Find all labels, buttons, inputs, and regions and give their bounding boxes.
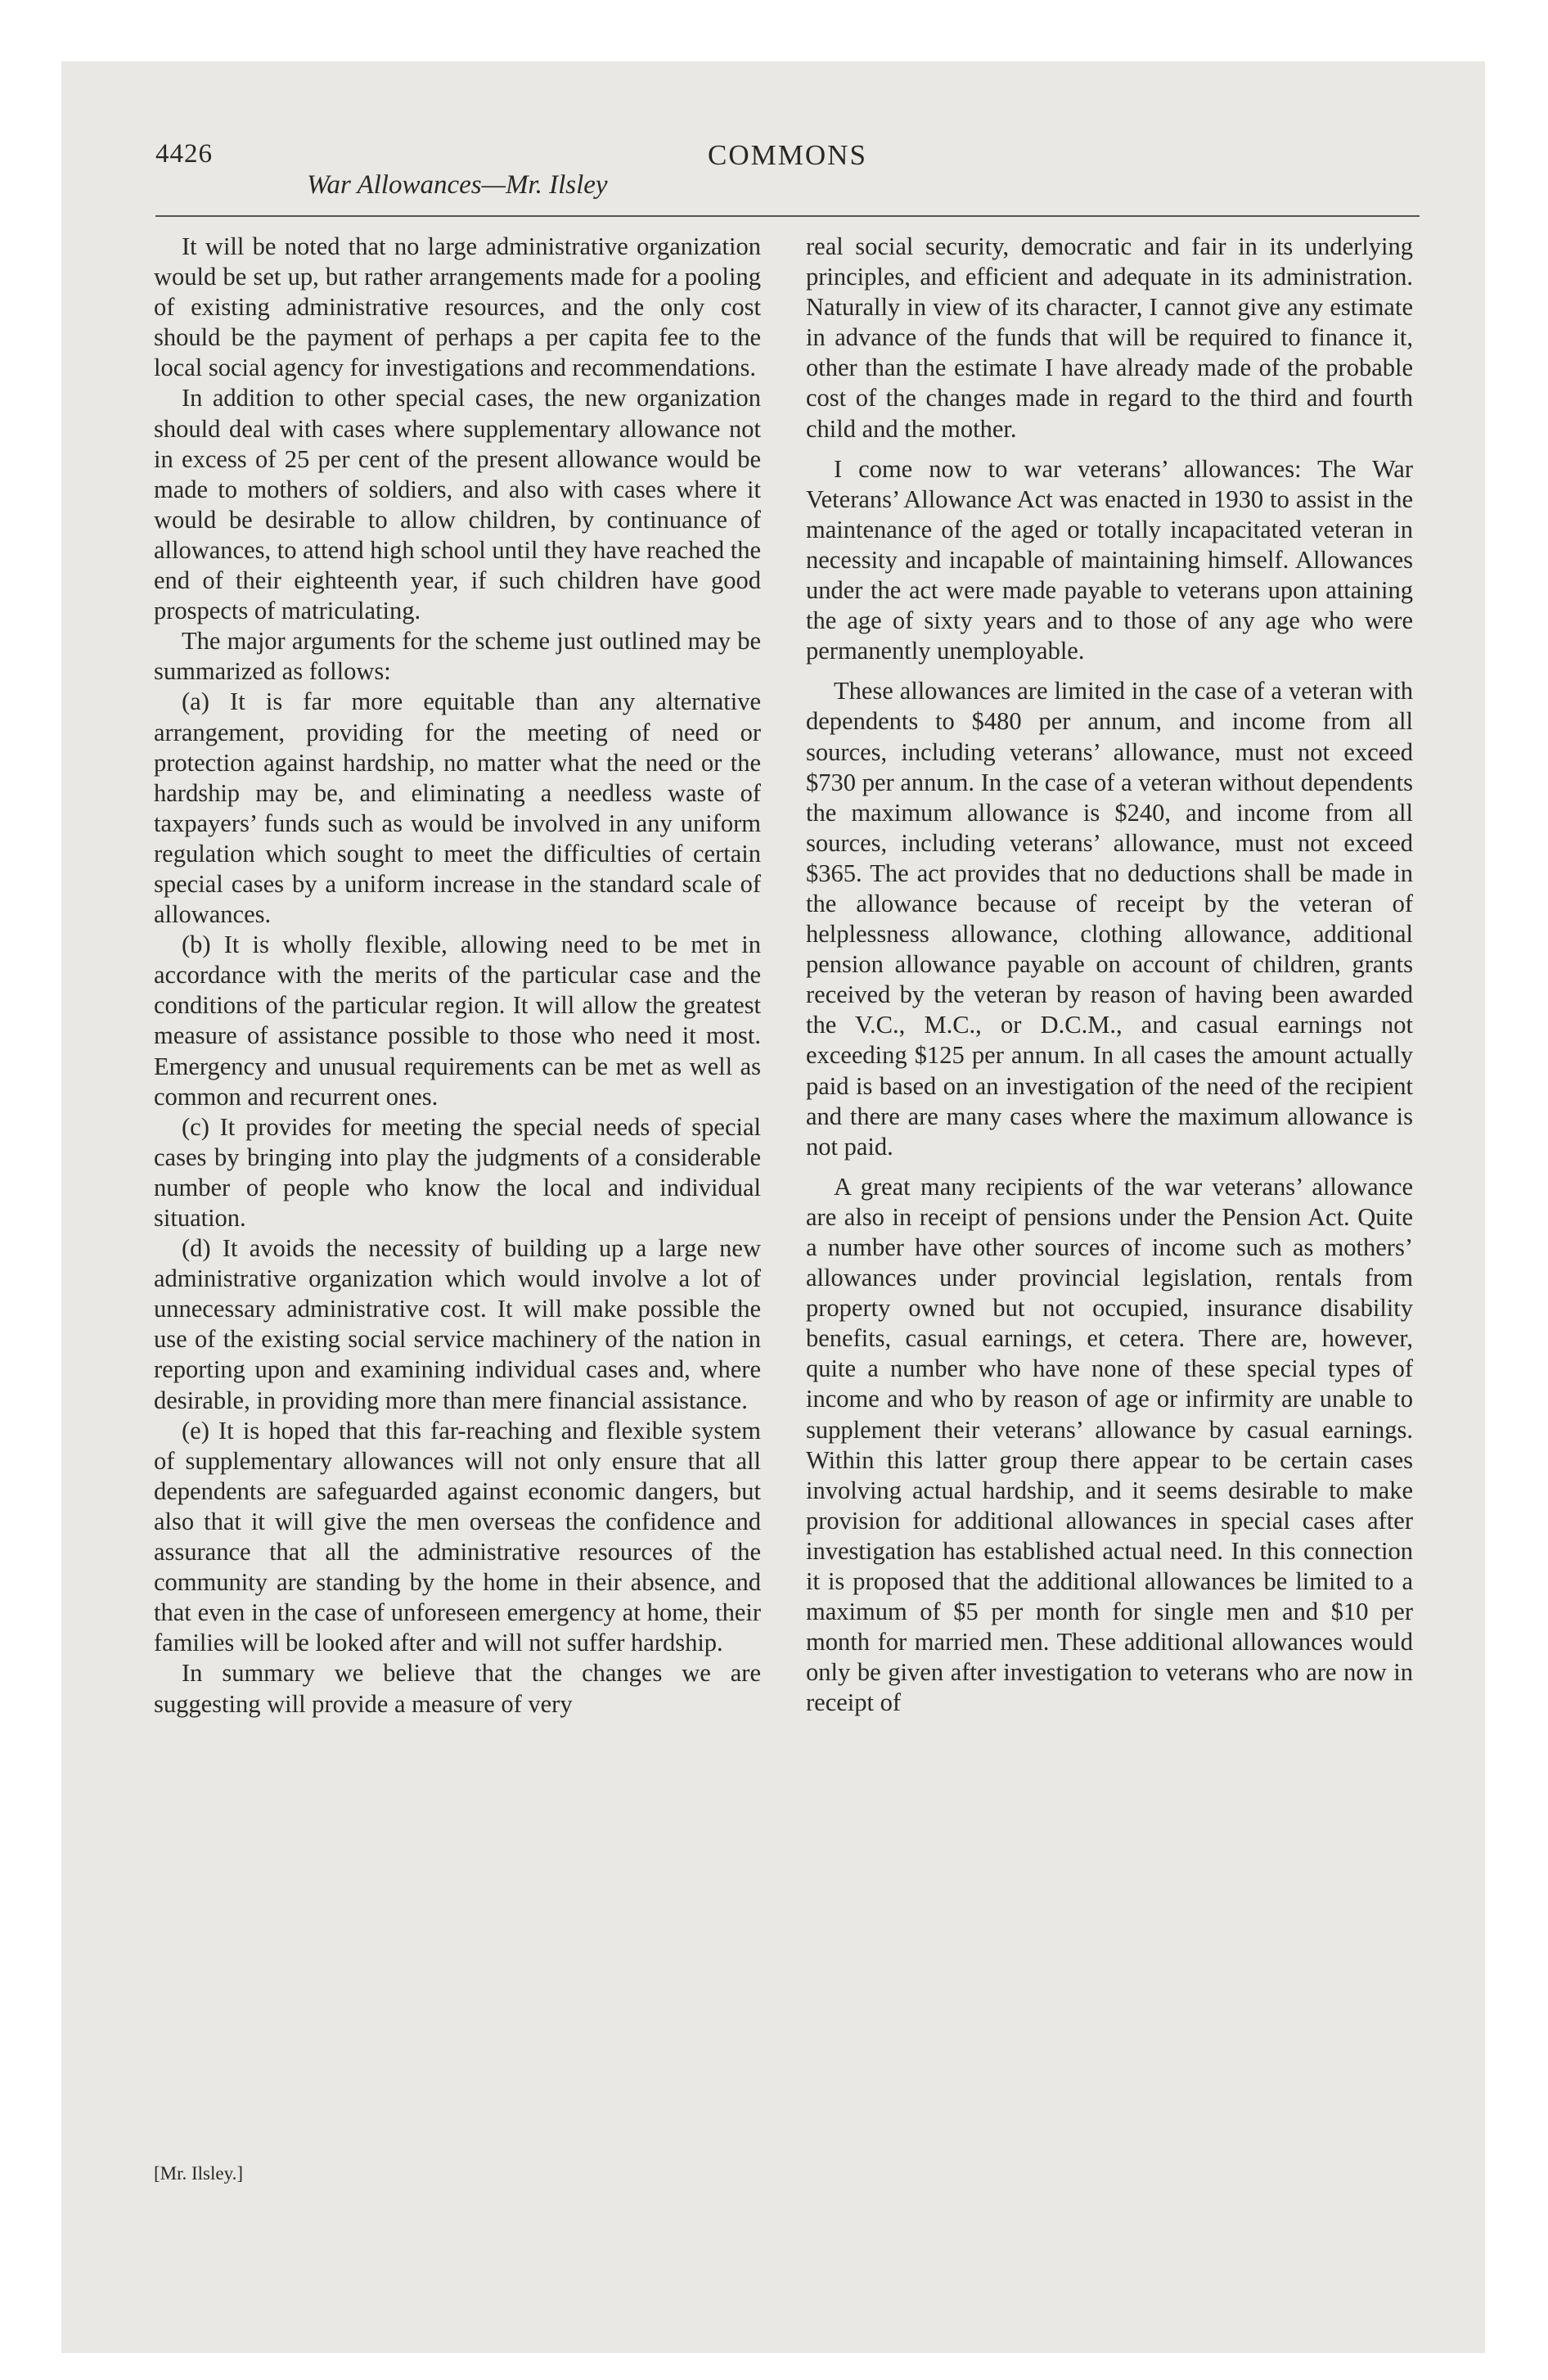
right-column [806,232,1413,2196]
list-item-e: (e) It is hoped that this far-reaching and flexible system of supplementary allowances will not only ensure that all dependents are safeguarded against economic dangers, but also that it will give the men overseas the confidence and assurance that all the administrative resources of the community are standing by the home in their absence, and that even in the case of unforeseen emergency at home, their families will be looked after and will not suffer hardship. [154,1416,761,1657]
paragraph: The major arguments for the scheme just outlined may be summarized as follows: [154,627,761,686]
paragraph: These allowances are limited in the case of a veteran with dependents to $480 per annum, and income from all sources, including veterans’ allowance, must not exceed $730 per annum. In the case of a veteran without dependents the maximum allowance is $240, and income from all sources, including veterans’ allowance, must not exceed $365. The act provides that no deductions shall be made in the allowance because of receipt by the veteran of helplessness allowance, clothing allowance, additional pension allowance payable on account of children, grants received by the veteran by reason of having been awarded the V.C., M.C., or D.C.M., and casual earnings not exceeding $125 per annum. In all cases the amount actually paid is based on an investigation of the need of the recipient and there are many cases where the maximum allowance is not paid. [806,677,1413,1161]
paragraph: It will be noted that no large administrative organization would be set up, but rather arrangements made for a pooling of existing administrative resources, and the only cost should be the payment of perhaps a per capita fee to the local social agency for investigations and recommendations. [154,232,761,382]
list-item-b: (b) It is wholly flexible, allowing need to be met in accordance with the merits of the particular case and the conditions of the particular region. It will allow the greatest measure of assistance possible to those who need it most. Emergency and unusual requirements can be met as well as common and recurrent ones. [154,931,761,1111]
paragraph: In addition to other special cases, the new organization should deal with cases where supplementary allowance not in excess of 25 per cent of the present allowance would be made to mothers of soldiers, and also with cases where it would be desirable to allow children, by continuance of allowances, to attend high school until they have reached the end of their eighteenth year, if such children have good prospects of matriculating. [154,384,761,625]
list-item-a: (a) It is far more equitable than any alternative arrangement, providing for the meeting of need or protection against hardship, no matter what the need or the hardship may be, and eliminating a needless waste of taxpayers’ funds such as would be involved in any uniform regulation which sought to meet the difficulties of certain special cases by a uniform increase in the standard scale of allowances. [154,687,761,929]
running-subtitle: War Allowances—Mr. Ilsley [307,170,608,200]
paragraph: I come now to war veterans’ allowances: The War Veterans’ Allowance Act was enacted in 1930 to assist in the maintenance of the aged or totally incapacitated veteran in necessity and incapable of maintaining himself. Allowances under the act were made payable to veterans upon attaining the age of sixty years and to those of any age who were permanently unemployable. [806,454,1413,665]
paragraph: In summary we believe that the changes we are suggesting will provide a measure of very [154,1659,761,1718]
speaker-footnote: [Mr. Ilsley.] [154,2163,244,2184]
running-title: COMMONS [708,139,867,171]
paragraph: A great many recipients of the war veterans’ allowance are also in receipt of pensions under the Pension Act. Quite a number have other sources of income such as mothers’ allowances under provincial legislation, rentals from property owned but not occupied, insurance disability benefits, casual earnings, et cetera. There are, however, quite a number who have none of these special types of income and who by reason of age or infirmity are unable to supplement their veterans’ allowance by casual earnings. Within this latter group there appear to be certain cases involving actual hardship, and it seems desirable to make provision for additional allowances in special cases after investigation has established actual need. In this connection it is proposed that the additional allowances be limited to a maximum of $5 per month for single men and $10 per month for married men. These additional allowances would only be given after investigation to veterans who are now in receipt of [806,1172,1413,1717]
header-rule [155,215,1420,217]
page-header [155,139,1420,213]
paragraph: real social security, democratic and fair in its underlying principles, and efficient and adequate in its administration. Naturally in view of its character, I cannot give any estimate in advance of the funds that will be required to finance it, other than the estimate I have already made of the probable cost of the changes made in regard to the third and fourth child and the mother. [806,232,1413,443]
page-number: 4426 [155,139,213,169]
list-item-d: (d) It avoids the necessity of building up a large new administrative organization which would involve a lot of unnecessary administrative cost. It will make possible the use of the existing social service machinery of the nation in reporting upon and examining individual cases and, where desirable, in providing more than mere financial assistance. [154,1234,761,1414]
left-column [154,232,761,2196]
list-item-c: (c) It provides for meeting the special needs of special cases by bringing into play the judgments of a considerable number of people who know the local and individual situation. [154,1112,761,1232]
